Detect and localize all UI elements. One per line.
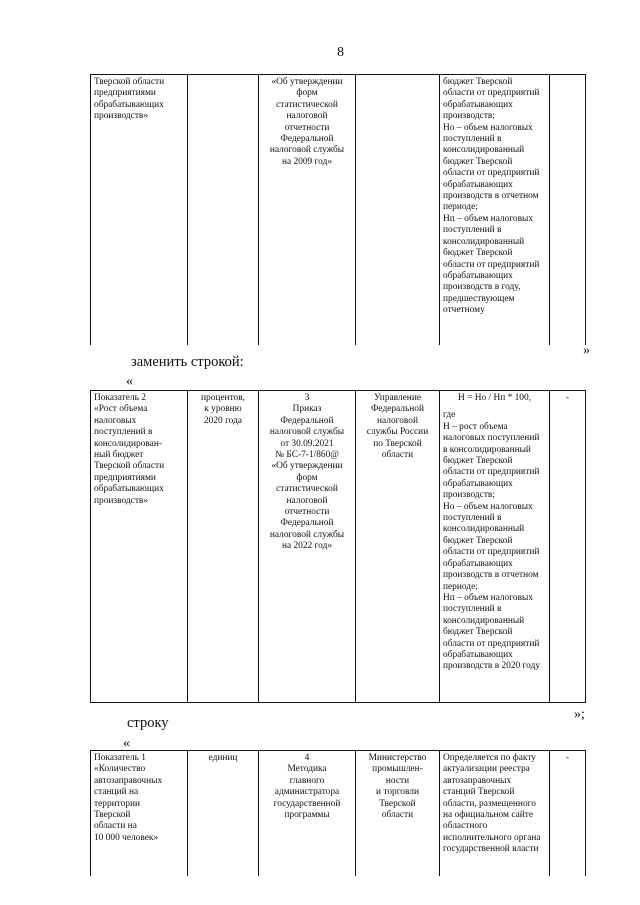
cell-line: главного [289,775,325,786]
cell-line: обрабатывающих [443,649,513,660]
page-number: 8 [337,45,344,60]
cell-line: автозаправочных [443,775,512,786]
cell-line: консолидированный [443,145,525,156]
cell-line: предприятиями [94,472,156,483]
cell-method [440,391,550,703]
cell-responsible [356,751,440,876]
cell-line: Показатель 1 [94,753,146,763]
cell-line: области, размещенного [443,798,536,809]
cell-line: области от предприятий [443,168,540,179]
cell-source [259,751,356,876]
cell-line: Тверской области [94,461,165,472]
cell-line: Приказ [292,404,322,415]
cell-line: области [381,810,414,821]
cell-line: бюджет Тверской [443,627,513,638]
cell-line: на 2009 год» [281,156,333,167]
cell-line: статистической [276,484,338,495]
cell-source [259,391,356,703]
cell-note: - [550,751,586,876]
cell-line: консолидирован- [94,438,162,449]
cell-line: Тверской [379,798,416,809]
cell-line: службы России [366,427,429,438]
cell-line: налоговой [377,415,418,426]
cell-line: области от предприятий [443,259,540,270]
cell-line: Федеральной [280,134,334,145]
cell-line: и торговли [375,787,419,798]
cell-line: производств в году, [443,282,521,293]
cell-line: Методика [287,764,327,775]
cell-line: периоде; [443,581,478,592]
close-quote: » [583,343,590,358]
cell-line: к уровню [204,404,242,415]
cell-unit [188,75,259,345]
open-quote: « [123,736,130,751]
row-instruction: строку [127,715,169,731]
table-new-row [90,390,586,703]
cell-line: Федеральной [371,404,424,415]
cell-line: от 30.09.2021 [280,438,334,449]
cell-line: на официальном сайте [443,810,534,821]
cell-line: программы [284,810,330,821]
cell-line: Нп – объем налоговых [443,213,534,224]
cell-line: администратора [274,787,340,798]
cell-line: станций Тверской [443,787,515,798]
cell-line: бюджет Тверской [443,77,513,87]
cell-line: производств в отчетном [443,570,539,581]
cell-line: Тверской [94,810,131,821]
cell-unit [188,391,259,703]
cell-line: отчетности [284,507,330,518]
cell-note [550,75,586,345]
cell-line: производств» [94,495,149,506]
cell-line: обрабатывающих [443,478,513,489]
cell-line: производств в отчетном [443,191,539,202]
cell-line: периоде; [443,202,478,213]
cell-line: обрабатывающих [94,99,164,110]
cell-line: обрабатывающих [94,484,164,495]
cell-line: в консолидированный [443,444,531,455]
cell-responsible [356,75,440,345]
cell-line: производств» [94,111,149,122]
cell-line: на 2022 год» [281,541,333,552]
cell-line: поступлений в [443,134,502,145]
cell-line: № БС-7-1/860@ [275,450,339,461]
cell-line: автозаправочных [94,775,163,786]
cell-line: консолидированный [443,236,525,247]
cell-line: единиц [208,753,238,763]
cell-unit [188,751,259,876]
table-next-row [90,750,586,876]
cell-line: области на [94,821,137,832]
cell-line: области от предприятий [443,467,540,478]
cell-line: производств; [443,490,495,501]
cell-line: налоговых поступлений [443,433,540,444]
cell-line: бюджет Тверской [443,535,513,546]
cell-line: форм [296,88,318,99]
cell-indicator [91,75,188,345]
cell-line: производств в 2020 году [443,661,541,672]
cell-source [259,75,356,345]
cell-line: отчетности [284,122,330,133]
cell-line: 10 000 человек» [94,832,159,843]
cell-line: «Об утверждении [271,77,343,87]
cell-line: налоговой [286,495,328,506]
cell-line: консолидированный [443,524,525,535]
cell-line: 4 [304,753,310,763]
cell-line: бюджет Тверской [443,156,513,167]
cell-responsible [356,391,440,703]
cell-line: производств; [443,111,495,122]
cell-line: «Рост объема [94,404,148,415]
cell-line: государственной власти [443,844,539,855]
cell-line: форм [296,472,318,483]
cell-line: консолидированный [443,615,525,626]
cell-line: статистической [276,99,338,110]
cell-line: поступлений в [443,604,502,615]
cell-line: актуализации реестра [443,764,530,775]
cell-line: отчетному [443,305,485,316]
cell-line: территории [94,798,141,809]
cell-line: Нп – объем налоговых [443,592,534,603]
cell-line: бюджет Тверской [443,456,513,467]
cell-line: обрабатывающих [443,270,513,281]
cell-line: поступлений в [94,427,153,438]
cell-line: поступлений в [443,513,502,524]
cell-line: Федеральной [280,415,334,426]
cell-line: Определяется по факту [443,753,536,763]
cell-line: налоговой службы [269,145,345,156]
cell-line: Но – объем налоговых [443,122,533,133]
cell-note: - [550,391,586,703]
cell-line: исполнительного органа [443,832,541,843]
close-quote-semicolon: »; [574,707,585,722]
cell-line: Показатель 2 [94,393,146,403]
cell-line: областного [443,821,488,832]
cell-line: области от предприятий [443,638,540,649]
cell-line: области [381,450,414,461]
cell-line: 3 [304,393,310,403]
cell-line: обрабатывающих [443,99,513,110]
cell-line: обрабатывающих [443,558,513,569]
cell-line: области от предприятий [443,547,540,558]
cell-line: налоговой [286,111,328,122]
cell-line: обрабатывающих [443,179,513,190]
cell-line: Н – рост объема [443,421,508,432]
cell-line: Тверской области [94,77,165,87]
cell-method [440,751,550,876]
cell-line: Федеральной [280,518,334,529]
open-quote: « [126,374,133,389]
cell-line: налоговой службы [269,529,345,540]
cell-line: 2020 года [203,415,243,426]
cell-line: «Количество [94,764,146,775]
table-fragment-old-row [90,74,586,345]
cell-line: предприятиями [94,88,156,99]
cell-line: предшествующем [443,293,515,304]
formula: Н = Но / Нп * 100, [457,393,532,403]
cell-indicator [91,751,188,876]
cell-line: поступлений в [443,225,502,236]
cell-line: ный бюджет [94,450,144,461]
formula-explanation [443,410,546,672]
cell-line: государственной [273,798,341,809]
cell-method [440,75,550,345]
cell-indicator [91,391,188,703]
cell-line: промышлен- [372,764,423,775]
cell-line: налоговых [94,415,137,426]
cell-line: станций на [94,787,139,798]
replace-instruction: заменить строкой: [131,354,244,370]
cell-line: процентов, [200,393,246,403]
cell-line: области от предприятий [443,88,540,99]
cell-line: по Тверской [373,438,422,449]
cell-line: налоговой службы [269,427,345,438]
cell-line: где [443,410,456,421]
cell-line: ности [385,775,410,786]
cell-line: бюджет Тверской [443,248,513,259]
cell-line: «Об утверждении [271,461,343,472]
cell-line: Управление [373,393,421,403]
cell-line: Министерство [368,753,427,763]
cell-line: Но – объем налоговых [443,501,533,512]
